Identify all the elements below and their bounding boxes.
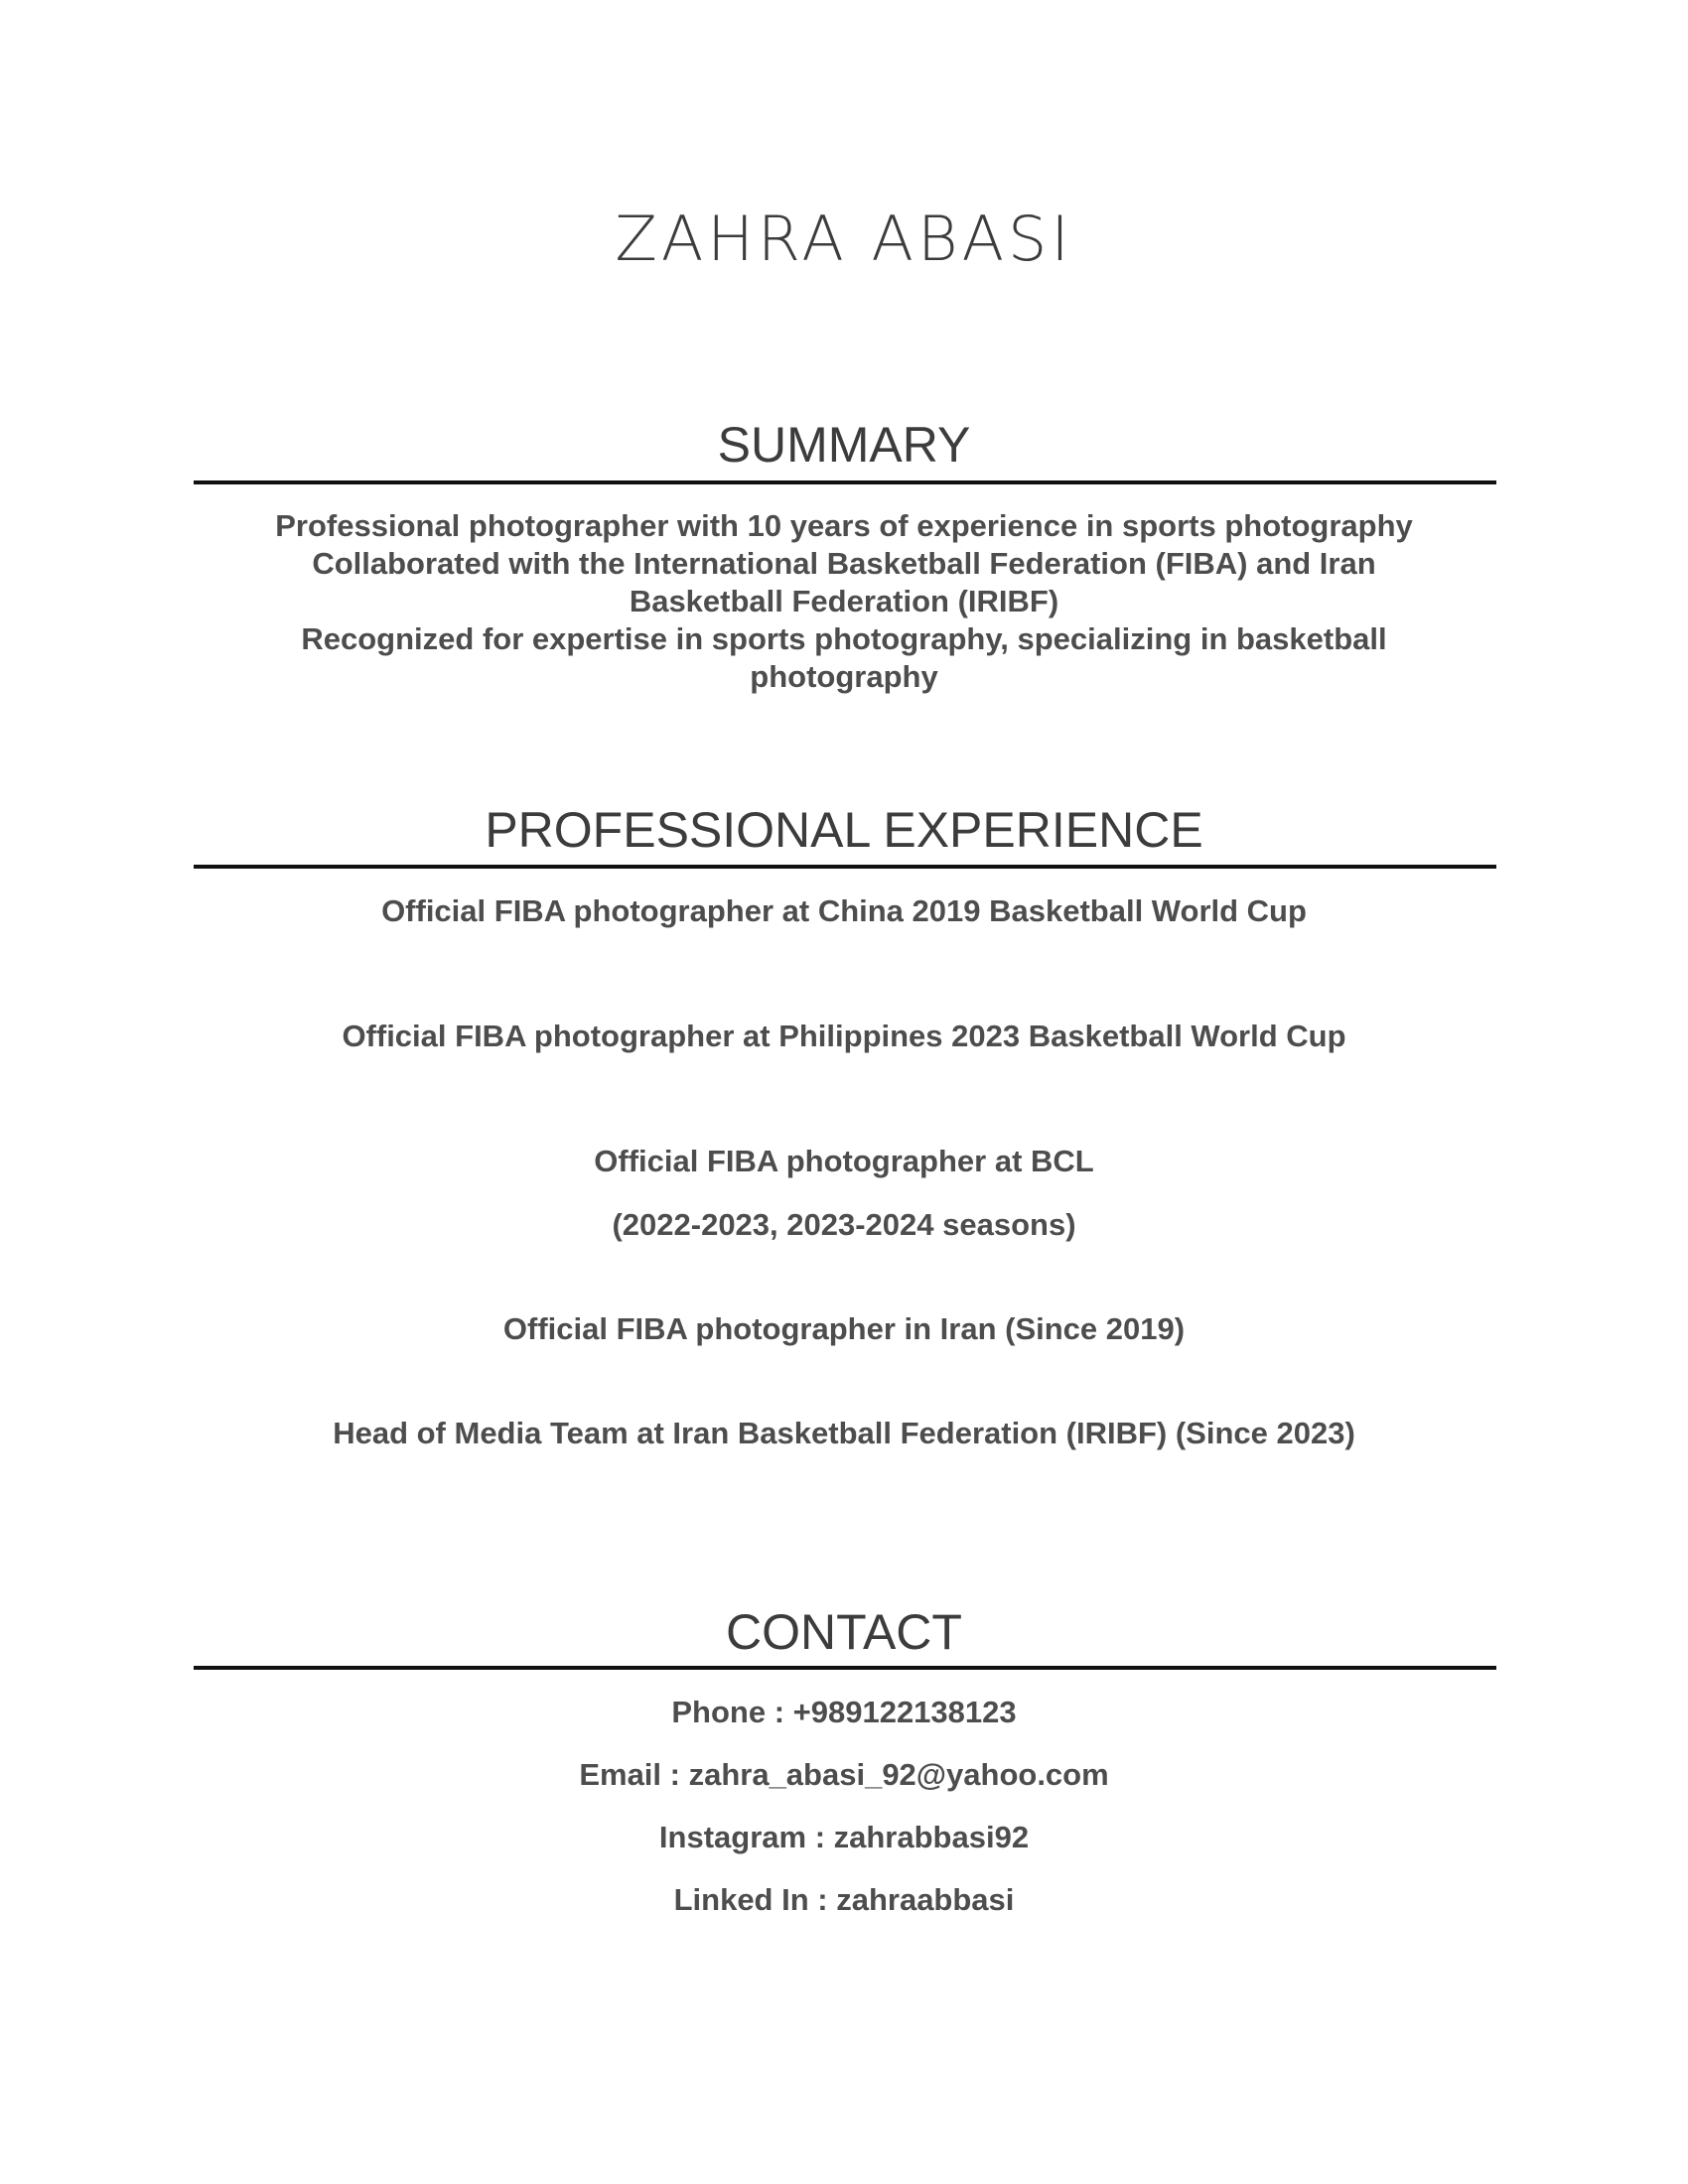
summary-line: Recognized for expertise in sports photography, specializing in basketball <box>301 621 1387 656</box>
contact-instagram: Instagram : zahrabbasi92 <box>658 1820 1030 1854</box>
summary-line: photography <box>750 659 938 694</box>
experience-item: Official FIBA photographer at BCL <box>594 1144 1094 1178</box>
contact-phone: Phone : +989122138123 <box>671 1695 1017 1729</box>
summary-line: Collaborated with the International Basketball Federation (FIBA) and Iran <box>312 546 1376 581</box>
summary-divider <box>194 480 1496 484</box>
summary-heading: SUMMARY <box>717 417 971 473</box>
experience-divider <box>194 865 1496 869</box>
experience-item-detail: (2022-2023, 2023-2024 seasons) <box>612 1207 1076 1242</box>
experience-item: Head of Media Team at Iran Basketball Federation (IRIBF) (Since 2023) <box>333 1416 1355 1450</box>
contact-linkedin: Linked In : zahraabbasi <box>673 1882 1015 1917</box>
resume-name: ZAHRA ABASI <box>615 203 1073 275</box>
contact-email: Email : zahra_abasi_92@yahoo.com <box>579 1757 1109 1792</box>
experience-item: Official FIBA photographer at China 2019 Basketball World Cup <box>381 893 1307 928</box>
experience-item: Official FIBA photographer at Philippines 2023 Basketball World Cup <box>342 1019 1346 1053</box>
contact-divider <box>194 1666 1496 1670</box>
summary-line: Professional photographer with 10 years of experience in sports photography <box>275 508 1413 543</box>
experience-heading: PROFESSIONAL EXPERIENCE <box>485 802 1203 858</box>
contact-heading: CONTACT <box>726 1604 962 1660</box>
experience-item: Official FIBA photographer in Iran (Since 2019) <box>502 1311 1186 1346</box>
summary-line: Basketball Federation (IRIBF) <box>629 584 1059 618</box>
